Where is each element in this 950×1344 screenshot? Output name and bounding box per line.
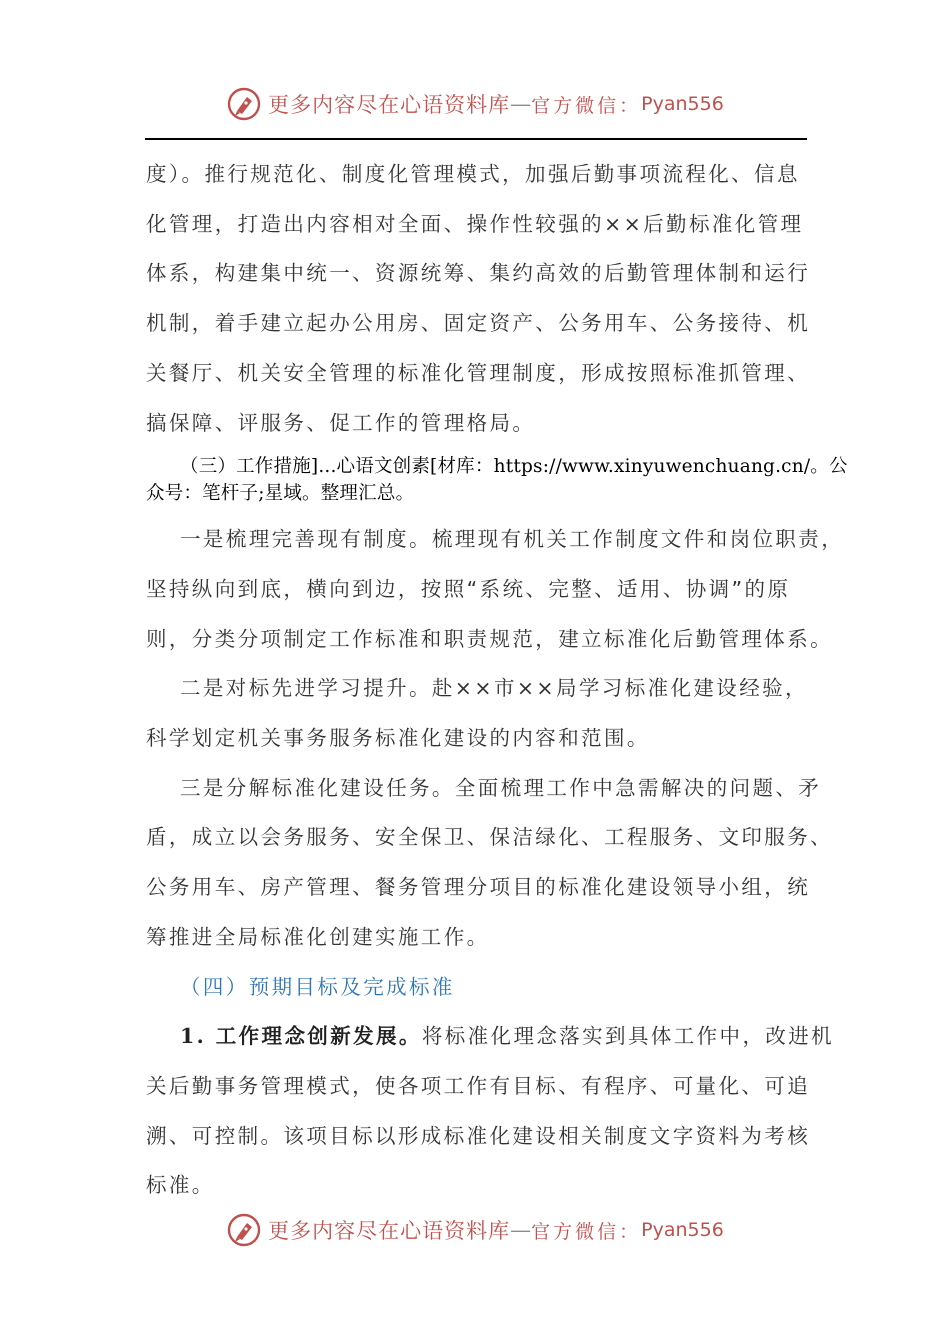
text-line — [146, 1012, 835, 1062]
paragraph-measure-1 — [146, 515, 845, 664]
goal-1-lead: 1. 工作理念创新发展。 — [180, 1024, 422, 1049]
source-note-line: 众号：笔杆子;星域。整理汇总。 — [146, 483, 415, 505]
header-banner-text: 更多内容尽在心语资料库 — [268, 93, 511, 117]
text-line: 坚持纵向到底，横向到边，按照“系统、完整、适用、协调”的原 — [146, 576, 791, 601]
text-line: 关餐厅、机关安全管理的标准化管理制度，形成按照标准抓管理、 — [146, 360, 811, 385]
text-line: 三是分解标准化建设任务。全面梳理工作中急需解决的问题、矛 — [180, 775, 822, 800]
text-line: 盾，成立以会务服务、安全保卫、保洁绿化、工程服务、文印服务、 — [146, 825, 833, 850]
text-line: 溯、可控制。该项目标以形成标准化建设相关制度文字资料为考核 — [146, 1123, 811, 1148]
paragraph-goal-1 — [146, 1012, 835, 1211]
pen-nib-logo-icon — [226, 1212, 262, 1248]
text-line: 标准。 — [146, 1173, 215, 1198]
text-line: 化管理，打造出内容相对全面、操作性较强的××后勤标准化管理 — [146, 211, 804, 236]
text-line: 体系，构建集中统一、资源统筹、集约高效的后勤管理体制和运行 — [146, 261, 811, 286]
header-banner-separator: — — [510, 92, 532, 116]
paragraph-measure-3 — [146, 764, 833, 963]
footer-wechat-id: Pyan556 — [641, 1219, 724, 1241]
footer-banner — [0, 1208, 950, 1252]
source-note-line: （三）工作措施]...心语文创素[材库：https://www.xinyuwenchuang.cn/。公 — [180, 456, 848, 478]
text-line: 一是梳理完善现有制度。梳理现有机关工作制度文件和岗位职责， — [180, 527, 845, 552]
text-line: 二是对标先进学习提升。赴××市××局学习标准化建设经验， — [180, 676, 808, 701]
footer-banner-text: 更多内容尽在心语资料库 — [268, 1219, 511, 1243]
header-divider — [145, 138, 807, 140]
section-heading-goals: （四）预期目标及完成标准 — [180, 974, 455, 999]
footer-banner-separator: — — [510, 1218, 532, 1242]
goal-1-text: 将标准化理念落实到具体工作中，改进机 — [421, 1024, 835, 1049]
text-line: 则，分类分项制定工作标准和职责规范，建立标准化后勤管理体系。 — [146, 626, 833, 651]
header-banner — [0, 82, 950, 126]
text-line: 度）。推行规范化、制度化管理模式，加强后勤事项流程化、信息 — [146, 162, 800, 186]
text-line: 机制，着手建立起办公用房、固定资产、公务用车、公务接待、机 — [146, 311, 811, 336]
header-wechat-label: 官方微信： — [531, 94, 642, 117]
text-line: 筹推进全局标准化创建实施工作。 — [146, 924, 490, 949]
text-line: 关后勤事务管理模式，使各项工作有目标、有程序、可量化、可追 — [146, 1073, 811, 1098]
pen-nib-logo-icon — [226, 86, 262, 122]
text-line: 搞保障、评服务、促工作的管理格局。 — [146, 410, 536, 435]
paragraph-measure-2 — [146, 664, 814, 763]
footer-wechat-label: 官方微信： — [531, 1220, 642, 1243]
document-body — [146, 150, 848, 1211]
header-wechat-id: Pyan556 — [641, 93, 724, 115]
source-note — [146, 453, 848, 507]
text-line: 公务用车、房产管理、餐务管理分项目的标准化建设领导小组，统 — [146, 875, 811, 900]
text-line: 科学划定机关事务服务标准化建设的内容和范围。 — [146, 726, 650, 751]
paragraph-management-model — [146, 150, 814, 448]
